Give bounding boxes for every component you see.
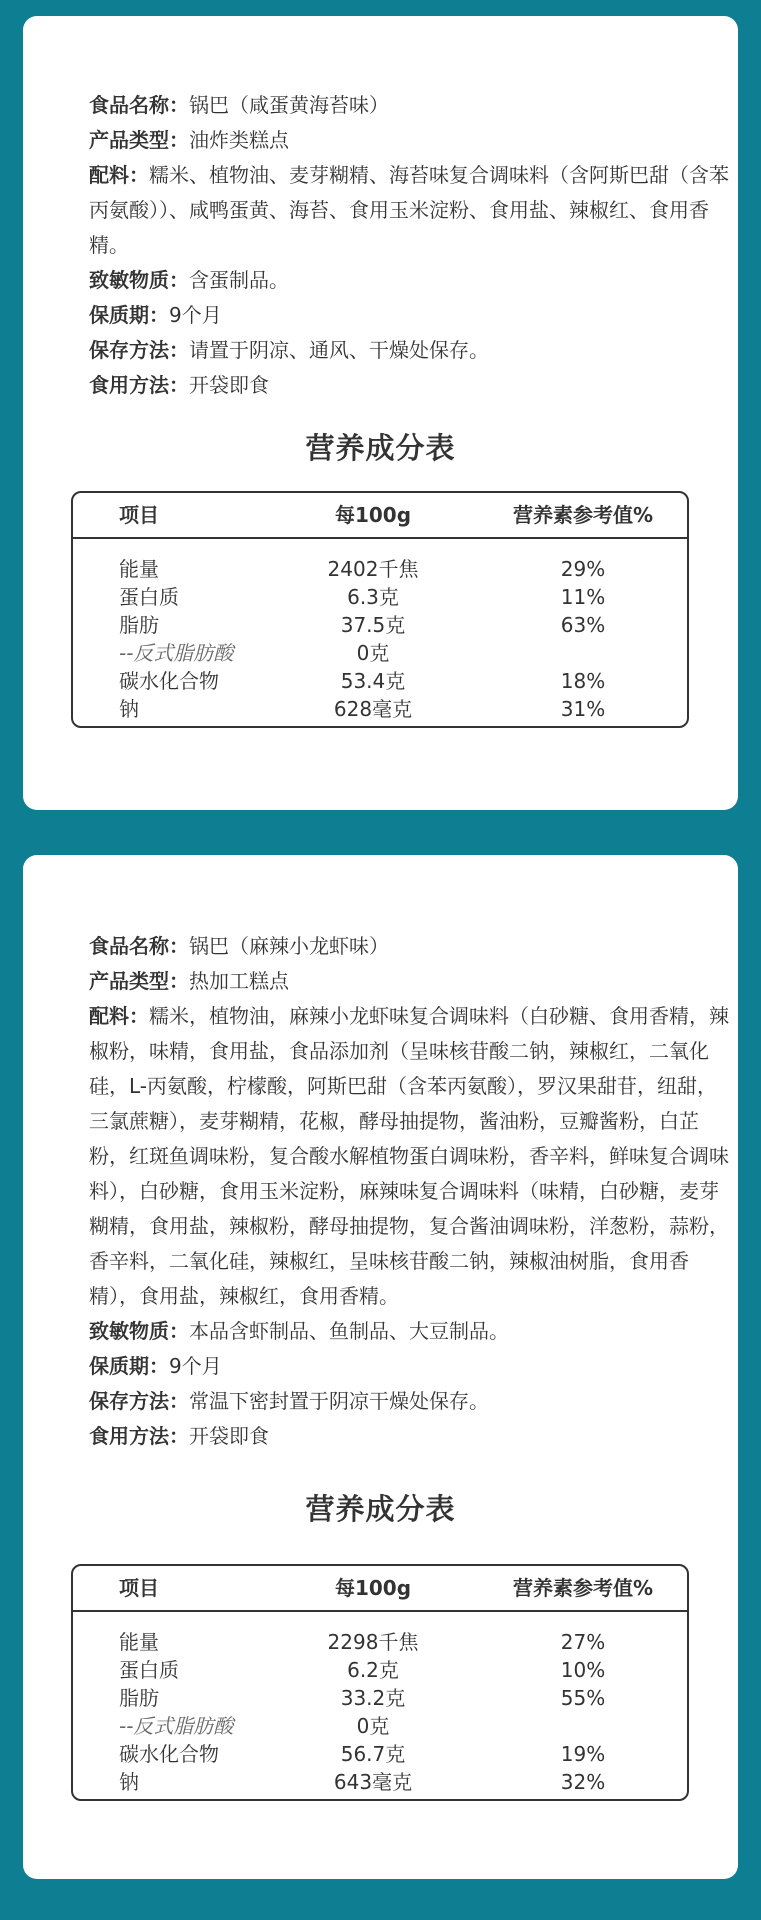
info-line-ingredients: [89, 999, 729, 1314]
row-item: 蛋白质: [119, 585, 179, 609]
table-row: [73, 1768, 687, 1796]
table-row: [73, 1684, 687, 1712]
row-nrv: 11%: [560, 585, 606, 609]
info-line-name: [89, 88, 729, 123]
info-label: 保存方法：: [89, 1389, 189, 1413]
table-row: [73, 1712, 687, 1740]
row-item: 脂肪: [119, 613, 159, 637]
info-line-storage: [89, 333, 729, 368]
row-item: 钠: [119, 1770, 139, 1794]
row-per100g: 0克: [356, 1714, 390, 1738]
info-label: 食用方法：: [89, 1424, 189, 1448]
info-label: 食品名称：: [89, 934, 189, 958]
info-line-shelf-life: [89, 1349, 729, 1384]
row-per100g: 53.4克: [340, 669, 406, 693]
info-label: 致敏物质：: [89, 268, 189, 292]
row-per100g: 33.2克: [340, 1686, 406, 1710]
row-nrv: 27%: [560, 1630, 606, 1654]
header-nrv: 营养素参考值%: [512, 503, 654, 527]
info-label: 配料：: [89, 163, 149, 187]
nutrition-title: 营养成分表: [305, 431, 456, 465]
header-item: 项目: [119, 503, 159, 527]
row-item: 钠: [119, 697, 139, 721]
row-per100g: 2298千焦: [327, 1630, 419, 1654]
info-value: 9个月: [169, 1354, 222, 1378]
nutrition-table-header: [73, 493, 687, 539]
info-label: 食品名称：: [89, 93, 189, 117]
row-per100g: 643毫克: [333, 1770, 413, 1794]
row-item: --反式脂肪酸: [119, 1714, 234, 1738]
info-line-ingredients: [89, 158, 729, 263]
info-value: 热加工糕点: [189, 969, 289, 993]
table-row: [73, 1628, 687, 1656]
header-item: 项目: [119, 1576, 159, 1600]
info-line-usage: [89, 1419, 729, 1454]
info-label: 保存方法：: [89, 338, 189, 362]
product-card-2: [23, 855, 738, 1879]
row-nrv: 29%: [560, 557, 606, 581]
product-info: [89, 88, 729, 403]
info-value: 油炸类糕点: [189, 128, 289, 152]
info-value: 开袋即食: [189, 373, 269, 397]
row-per100g: 628毫克: [333, 697, 413, 721]
row-nrv: 10%: [560, 1658, 606, 1682]
table-row: [73, 1740, 687, 1768]
info-value: 糯米、植物油、麦芽糊精、海苔味复合调味料（含阿斯巴甜（含苯丙氨酸））、咸鸭蛋黄、海苔、食用玉米淀粉、食用盐、辣椒红、食用香精。: [89, 163, 729, 257]
info-label: 配料：: [89, 1004, 149, 1028]
info-value: 糯米，植物油，麻辣小龙虾味复合调味料（白砂糖、食用香精，辣椒粉，味精，食用盐，食品添加剂（呈味核苷酸二钠，辣椒红，二氧化硅，L-丙氨酸，柠檬酸，阿斯巴甜（含苯丙氨酸），罗汉果甜苷，纽甜，三氯蔗糖），麦芽糊精，花椒，酵母抽提物，酱油粉，豆瓣酱粉，白芷粉，红斑鱼调味粉，复合酸水解植物蛋白调味粉，香辛料，鲜味复合调味料），白砂糖，食用玉米淀粉，麻辣味复合调味料（味精，白砂糖，麦芽糊精，食用盐，辣椒粉，酵母抽提物，复合酱油调味粉，洋葱粉，蒜粉，香辛料，二氧化硅，辣椒红，呈味核苷酸二钠，辣椒油树脂，食用香精），食用盐，辣椒红，食用香精。: [89, 1004, 729, 1308]
row-item: --反式脂肪酸: [119, 641, 234, 665]
table-row: [73, 667, 687, 695]
info-label: 产品类型：: [89, 969, 189, 993]
row-item: 碳水化合物: [119, 669, 219, 693]
table-row: [73, 611, 687, 639]
info-value: 锅巴（咸蛋黄海苔味）: [189, 93, 389, 117]
info-value: 锅巴（麻辣小龙虾味）: [189, 934, 389, 958]
nutrition-table-header: [73, 1566, 687, 1612]
table-row: [73, 555, 687, 583]
info-label: 保质期：: [89, 1354, 169, 1378]
nutrition-title: 营养成分表: [305, 1492, 456, 1526]
info-value: 含蛋制品。: [189, 268, 289, 292]
row-per100g: 6.2克: [347, 1658, 399, 1682]
info-value: 常温下密封置于阴凉干燥处保存。: [189, 1389, 489, 1413]
header-nrv: 营养素参考值%: [512, 1576, 654, 1600]
row-per100g: 37.5克: [340, 613, 406, 637]
info-label: 食用方法：: [89, 373, 189, 397]
table-row: [73, 639, 687, 667]
row-item: 脂肪: [119, 1686, 159, 1710]
info-line-type: [89, 123, 729, 158]
info-label: 保质期：: [89, 303, 169, 327]
info-value: 请置于阴凉、通风、干燥处保存。: [189, 338, 489, 362]
row-item: 能量: [119, 557, 159, 581]
info-label: 致敏物质：: [89, 1319, 189, 1343]
info-value: 9个月: [169, 303, 222, 327]
header-per100g: 每100g: [334, 1576, 412, 1600]
product-card-1: [23, 16, 738, 810]
table-row: [73, 1656, 687, 1684]
row-item: 碳水化合物: [119, 1742, 219, 1766]
row-nrv: 19%: [560, 1742, 606, 1766]
row-per100g: 56.7克: [340, 1742, 406, 1766]
table-row: [73, 583, 687, 611]
row-nrv: 18%: [560, 669, 606, 693]
row-per100g: 0克: [356, 641, 390, 665]
row-per100g: 2402千焦: [327, 557, 419, 581]
row-per100g: 6.3克: [347, 585, 399, 609]
product-info: [89, 929, 729, 1454]
row-item: 能量: [119, 1630, 159, 1654]
info-line-shelf-life: [89, 298, 729, 333]
nutrition-table: [71, 491, 689, 728]
row-nrv: 63%: [560, 613, 606, 637]
row-nrv: 31%: [560, 697, 606, 721]
row-nrv: 55%: [560, 1686, 606, 1710]
header-per100g: 每100g: [334, 503, 412, 527]
row-nrv: 32%: [560, 1770, 606, 1794]
info-value: 开袋即食: [189, 1424, 269, 1448]
info-line-name: [89, 929, 729, 964]
info-line-usage: [89, 368, 729, 403]
info-line-storage: [89, 1384, 729, 1419]
nutrition-table: [71, 1564, 689, 1801]
info-label: 产品类型：: [89, 128, 189, 152]
info-line-type: [89, 964, 729, 999]
info-line-allergens: [89, 1314, 729, 1349]
table-row: [73, 695, 687, 723]
row-item: 蛋白质: [119, 1658, 179, 1682]
info-value: 本品含虾制品、鱼制品、大豆制品。: [189, 1319, 509, 1343]
info-line-allergens: [89, 263, 729, 298]
